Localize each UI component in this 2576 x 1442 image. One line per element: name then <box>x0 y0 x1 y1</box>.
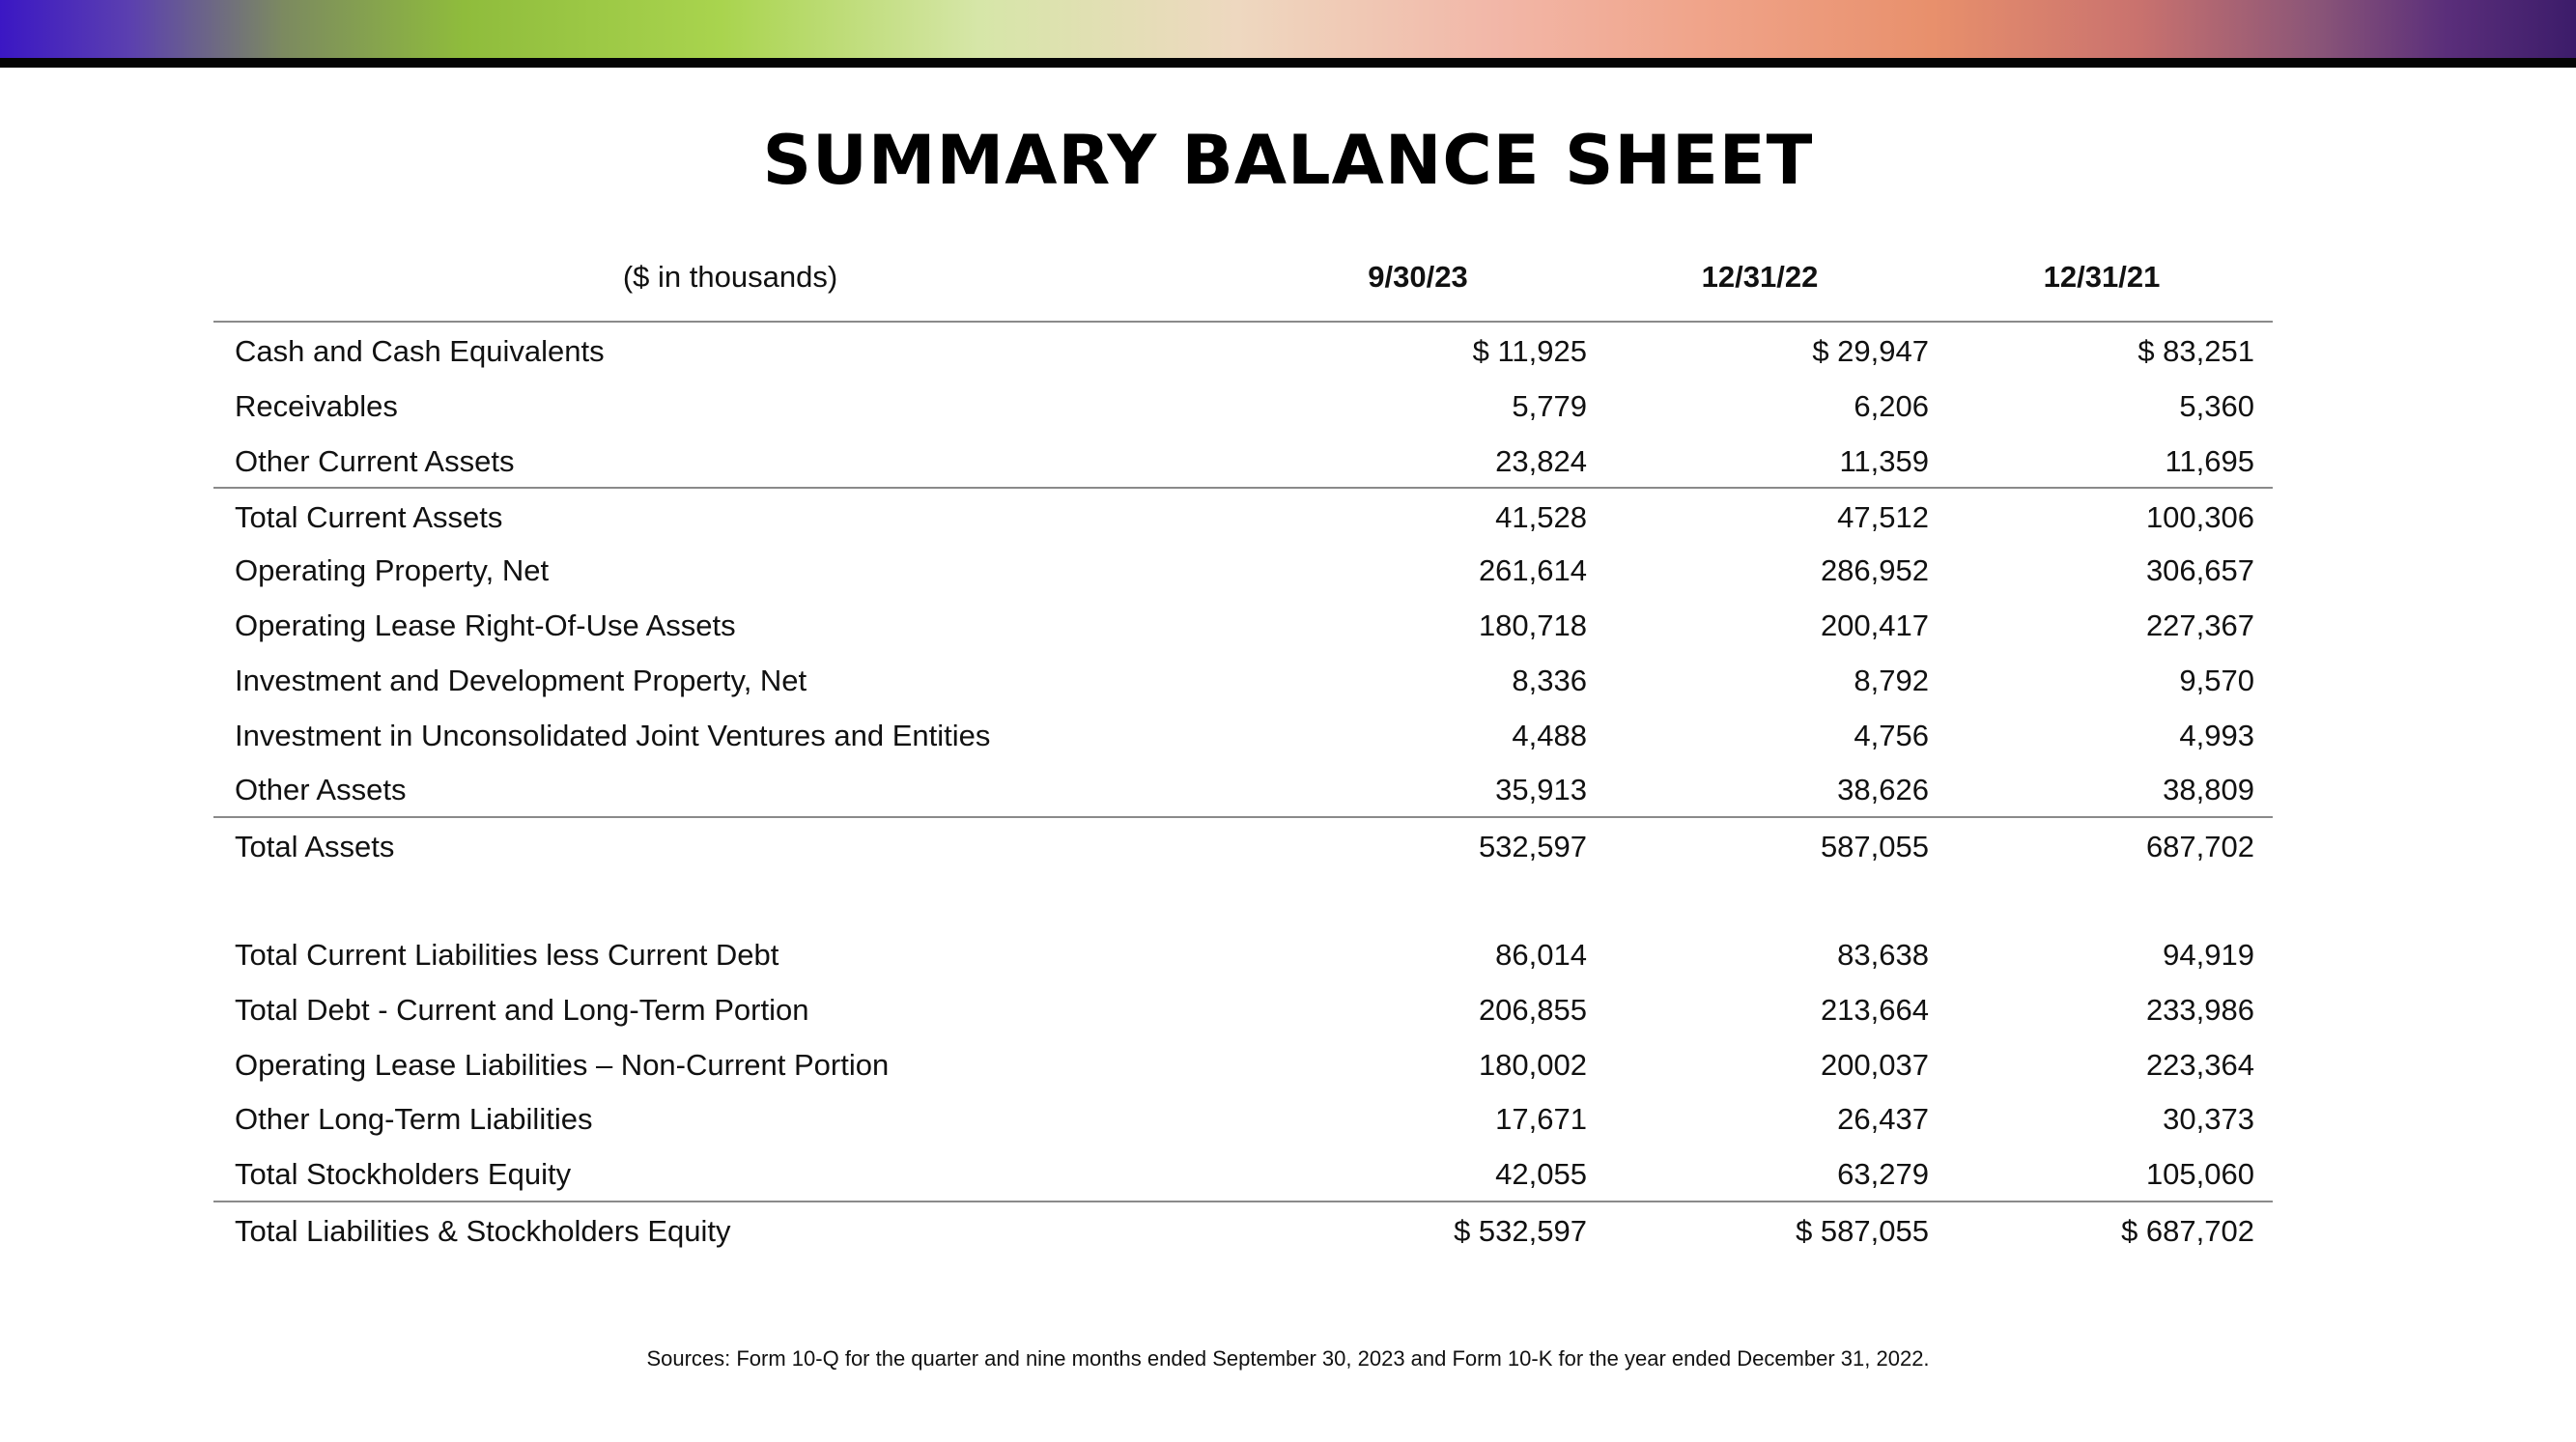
row-value: 306,657 <box>2145 553 2254 588</box>
row-value: 9,570 <box>2179 663 2254 697</box>
table-row <box>213 926 2273 981</box>
row-value: 8,336 <box>1512 663 1587 697</box>
row-label: Investment in Unconsolidated Joint Ventures and Entities <box>235 718 991 752</box>
row-label: Operating Property, Net <box>235 553 550 588</box>
row-value: 687,702 <box>2145 830 2254 864</box>
row-label: Investment and Development Property, Net <box>235 663 807 697</box>
row-value: 532,597 <box>1478 830 1587 864</box>
row-value: 42,055 <box>1495 1157 1587 1192</box>
row-value: $ 587,055 <box>1796 1213 1929 1248</box>
row-value: $ 29,947 <box>1812 334 1929 368</box>
row-value: 233,986 <box>2145 992 2254 1027</box>
row-value: 180,718 <box>1478 608 1587 642</box>
table-row <box>213 323 2273 378</box>
row-value: 213,664 <box>1820 992 1929 1027</box>
row-value: 587,055 <box>1820 830 1929 864</box>
row-value: 100,306 <box>2145 500 2254 535</box>
row-label: Total Current Assets <box>235 500 503 535</box>
header-divider <box>0 58 2576 68</box>
row-label: Other Long-Term Liabilities <box>235 1102 593 1137</box>
row-value: 8,792 <box>1854 663 1929 697</box>
row-value: 206,855 <box>1478 992 1587 1027</box>
row-value: 223,364 <box>2145 1047 2254 1082</box>
table-row-total <box>213 816 2273 871</box>
row-value: 6,206 <box>1854 388 1929 423</box>
row-label: Total Debt - Current and Long-Term Portion <box>235 992 809 1027</box>
row-value: 38,626 <box>1837 773 1929 807</box>
table-row <box>213 707 2273 762</box>
row-value: 4,756 <box>1854 718 1929 752</box>
row-value: 41,528 <box>1495 500 1587 535</box>
column-header-9-30-23: 9/30/23 <box>1368 260 1468 294</box>
table-row <box>213 433 2273 488</box>
row-value: 200,037 <box>1820 1047 1929 1082</box>
table-row-total <box>213 1201 2273 1256</box>
table-row <box>213 652 2273 707</box>
balance-sheet-table <box>213 246 2273 1256</box>
table-row <box>213 597 2273 652</box>
row-value: 47,512 <box>1837 500 1929 535</box>
row-value: 180,002 <box>1478 1047 1587 1082</box>
table-row <box>213 378 2273 433</box>
table-row <box>213 1090 2273 1145</box>
row-value: 5,779 <box>1512 388 1587 423</box>
row-value: 35,913 <box>1495 773 1587 807</box>
row-label: Receivables <box>235 388 398 423</box>
row-value: 200,417 <box>1820 608 1929 642</box>
table-row <box>213 542 2273 597</box>
row-value: 5,360 <box>2179 388 2254 423</box>
row-value: 23,824 <box>1495 443 1587 478</box>
row-value: 4,488 <box>1512 718 1587 752</box>
row-label: Operating Lease Right-Of-Use Assets <box>235 608 736 642</box>
row-label: Operating Lease Liabilities – Non-Current Portion <box>235 1047 890 1082</box>
row-value: 26,437 <box>1837 1102 1929 1137</box>
row-value: 11,695 <box>2165 443 2254 478</box>
row-label: Other Current Assets <box>235 443 515 478</box>
row-value: 38,809 <box>2163 773 2254 807</box>
row-value: 94,919 <box>2163 937 2254 972</box>
row-label: Total Current Liabilities less Current Debt <box>235 937 779 972</box>
table-row <box>213 1145 2273 1201</box>
row-label: Cash and Cash Equivalents <box>235 334 605 368</box>
row-label: Other Assets <box>235 773 407 807</box>
table-row <box>213 761 2273 816</box>
row-value: $ 532,597 <box>1454 1213 1587 1248</box>
row-label: Total Liabilities & Stockholders Equity <box>235 1213 731 1248</box>
row-value: $ 11,925 <box>1472 334 1587 368</box>
row-value: 11,359 <box>1839 443 1929 478</box>
row-value: 83,638 <box>1837 937 1929 972</box>
row-value: $ 687,702 <box>2121 1213 2254 1248</box>
row-label: Total Stockholders Equity <box>235 1157 572 1192</box>
liabilities-section <box>213 926 2273 1256</box>
row-value: 86,014 <box>1495 937 1587 972</box>
row-value: 30,373 <box>2163 1102 2254 1137</box>
unit-label: ($ in thousands) <box>622 260 838 294</box>
row-value: 286,952 <box>1820 553 1929 588</box>
row-value: 17,671 <box>1495 1102 1587 1137</box>
sources-footnote: Sources: Form 10-Q for the quarter and nine months ended September 30, 2023 and Form 10-K for the year ended December 31, 2022. <box>646 1346 1930 1371</box>
table-row-subtotal <box>213 487 2273 542</box>
row-value: 261,614 <box>1478 553 1587 588</box>
row-value: 63,279 <box>1837 1157 1929 1192</box>
row-value: 4,993 <box>2179 718 2254 752</box>
column-header-12-31-21: 12/31/21 <box>2043 260 2161 294</box>
row-label: Total Assets <box>235 830 395 864</box>
decorative-gradient-band <box>0 0 2576 58</box>
table-row <box>213 1036 2273 1091</box>
section-spacer <box>213 871 2273 926</box>
row-value: $ 83,251 <box>2137 334 2254 368</box>
table-row <box>213 981 2273 1036</box>
page-title: SUMMARY BALANCE SHEET <box>762 121 1814 200</box>
assets-section <box>213 323 2273 871</box>
table-header <box>213 246 2273 323</box>
row-value: 227,367 <box>2145 608 2254 642</box>
column-header-12-31-22: 12/31/22 <box>1701 260 1819 294</box>
row-value: 105,060 <box>2145 1157 2254 1192</box>
